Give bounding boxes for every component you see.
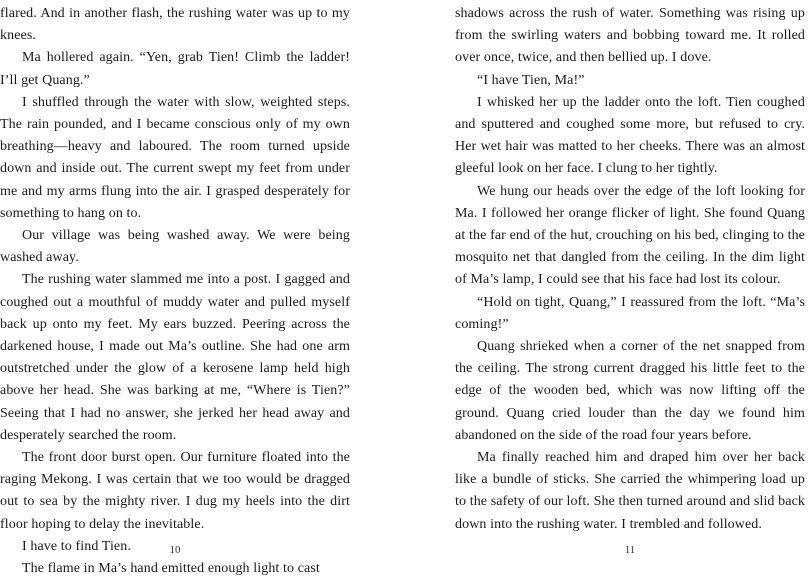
- paragraph: The front door burst open. Our furniture floated into the raging Mekong. I was certain that we too would be dragged out to sea by the mighty river. I dug my heels into the dirt floor hoping to delay the inevitable.: [0, 450, 350, 532]
- page-number: 11: [624, 544, 636, 556]
- paragraph: Our village was being washed away. We were being washed away.: [0, 228, 350, 266]
- right-page-text: [455, 3, 805, 536]
- paragraph: “Hold on tight, Quang,” I reassured from the loft. “Ma’s coming!”: [455, 294, 805, 332]
- paragraph: I shuffled through the water with slow, weighted steps. The rain pounded, and I became conscious only of my own breathing—heavy and laboured. The room turned upside down and inside out. The current swept my feet from under me and my arms flung into the air. I grasped desperately for something to hang on to.: [0, 94, 350, 221]
- paragraph: I have to find Tien.: [22, 538, 131, 554]
- paragraph: The rushing water slammed me into a post. I gagged and coughed out a mouthful of muddy water and pulled myself back up onto my feet. My ears buzzed. Peering across the darkened house, I made out Ma’s outline. She had one arm outstretched under the glow of a kerosene lamp held high above her head. She was barking at me, “Where is Tien?” Seeing that I had no answer, she jerked her head away and desperately searched the room.: [0, 272, 350, 443]
- left-page-text: [0, 3, 350, 580]
- paragraph: flared. And in another flash, the rushing water was up to my knees.: [0, 6, 350, 44]
- right-page: [455, 0, 805, 560]
- left-page: [0, 0, 350, 577]
- page-number: 10: [169, 544, 181, 556]
- paragraph: “I have Tien, Ma!”: [477, 72, 585, 88]
- paragraph: Ma finally reached him and draped him over her back like a bundle of sticks. She carried the whimpering load up to the safety of our loft. She then turned around and slid back down into the rushing water. I trembled and followed.: [455, 450, 805, 532]
- paragraph: Quang shrieked when a corner of the net snapped from the ceiling. The strong current dragged his little feet to the edge of the wooden bed, which was now lifting off the ground. Quang cried louder than the day we found him abandoned on the side of the road four years before.: [455, 339, 805, 443]
- paragraph: shadows across the rush of water. Something was rising up from the swirling waters and bobbing toward me. It rolled over once, twice, and then bellied up. I dove.: [455, 6, 805, 66]
- paragraph: I whisked her up the ladder onto the loft. Tien coughed and sputtered and coughed some more, but refused to cry. Her wet hair was matted to her cheeks. There was an almost gleeful look on her face. I clung to her tightly.: [455, 94, 805, 177]
- paragraph: The flame in Ma’s hand emitted enough light to cast: [22, 561, 320, 577]
- paragraph: We hung our heads over the edge of the loft looking for Ma. I followed her orange flicker of light. She found Quang at the far end of the hut, crouching on his bed, clinging to the mosquito net that dangled from the ceiling. In the dim light of Ma’s lamp, I could see that his face had lost its colour.: [455, 183, 805, 288]
- paragraph: Ma hollered again. “Yen, grab Tien! Climb the ladder! I’ll get Quang.”: [0, 50, 350, 88]
